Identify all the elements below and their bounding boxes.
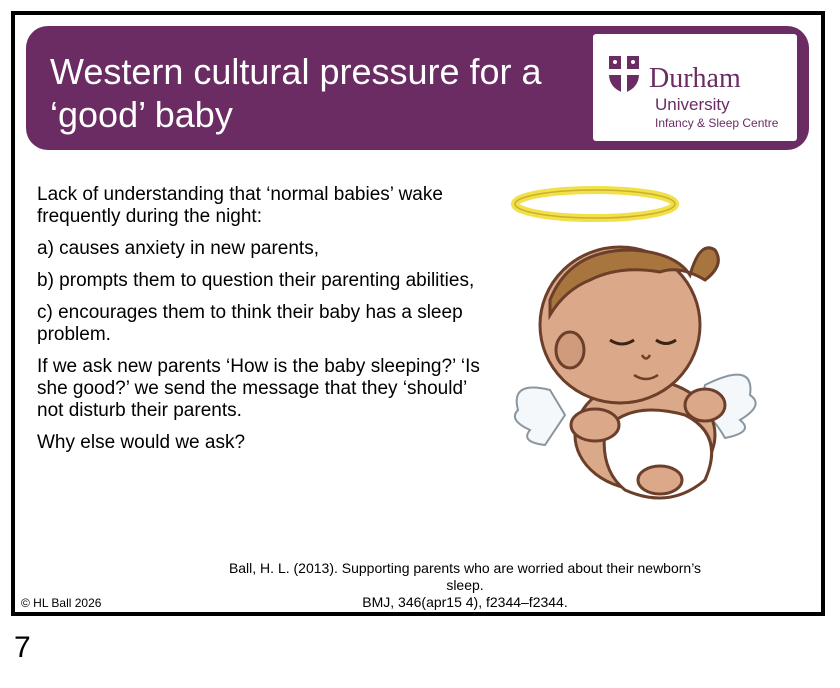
page-number: 7 [14,631,31,664]
title-bar [26,26,809,150]
paragraph-c: c) encourages them to think their baby has a sleep problem. [37,302,463,345]
paragraph-a: a) causes anxiety in new parents, [37,238,319,259]
slide [11,11,825,616]
slide-body [37,184,493,464]
logo-centre: Infancy & Sleep Centre [655,116,779,130]
citation-line-1: Ball, H. L. (2013). Supporting parents who are worried about their newborn’s sleep. [228,560,702,593]
angel-baby-illustration [510,180,770,525]
paragraph-b: b) prompts them to question their parenting abilities, [37,270,475,291]
shield-icon [607,54,641,94]
paragraph-question: If we ask new parents ‘How is the baby sleeping?’ ‘Is she good?’ we send the message that they ‘should’ not disturb their parents. [37,356,480,421]
durham-logo [593,34,797,141]
paragraph-intro: Lack of understanding that ‘normal babies’ wake frequently during the night: [37,184,443,227]
title-line-1: Western cultural pressure for a [50,51,542,92]
left-wing-icon [515,388,565,446]
logo-subtitle: University [655,95,730,114]
slide-title [50,50,570,136]
citation-line-2: BMJ, 346(apr15 4), f2344–f2344. [362,594,568,610]
logo-name: Durham [649,63,741,94]
citation [215,560,715,611]
title-line-2: ‘good’ baby [50,94,233,135]
paragraph-closing: Why else would we ask? [37,432,246,453]
copyright-notice: © HL Ball 2026 [21,596,102,610]
